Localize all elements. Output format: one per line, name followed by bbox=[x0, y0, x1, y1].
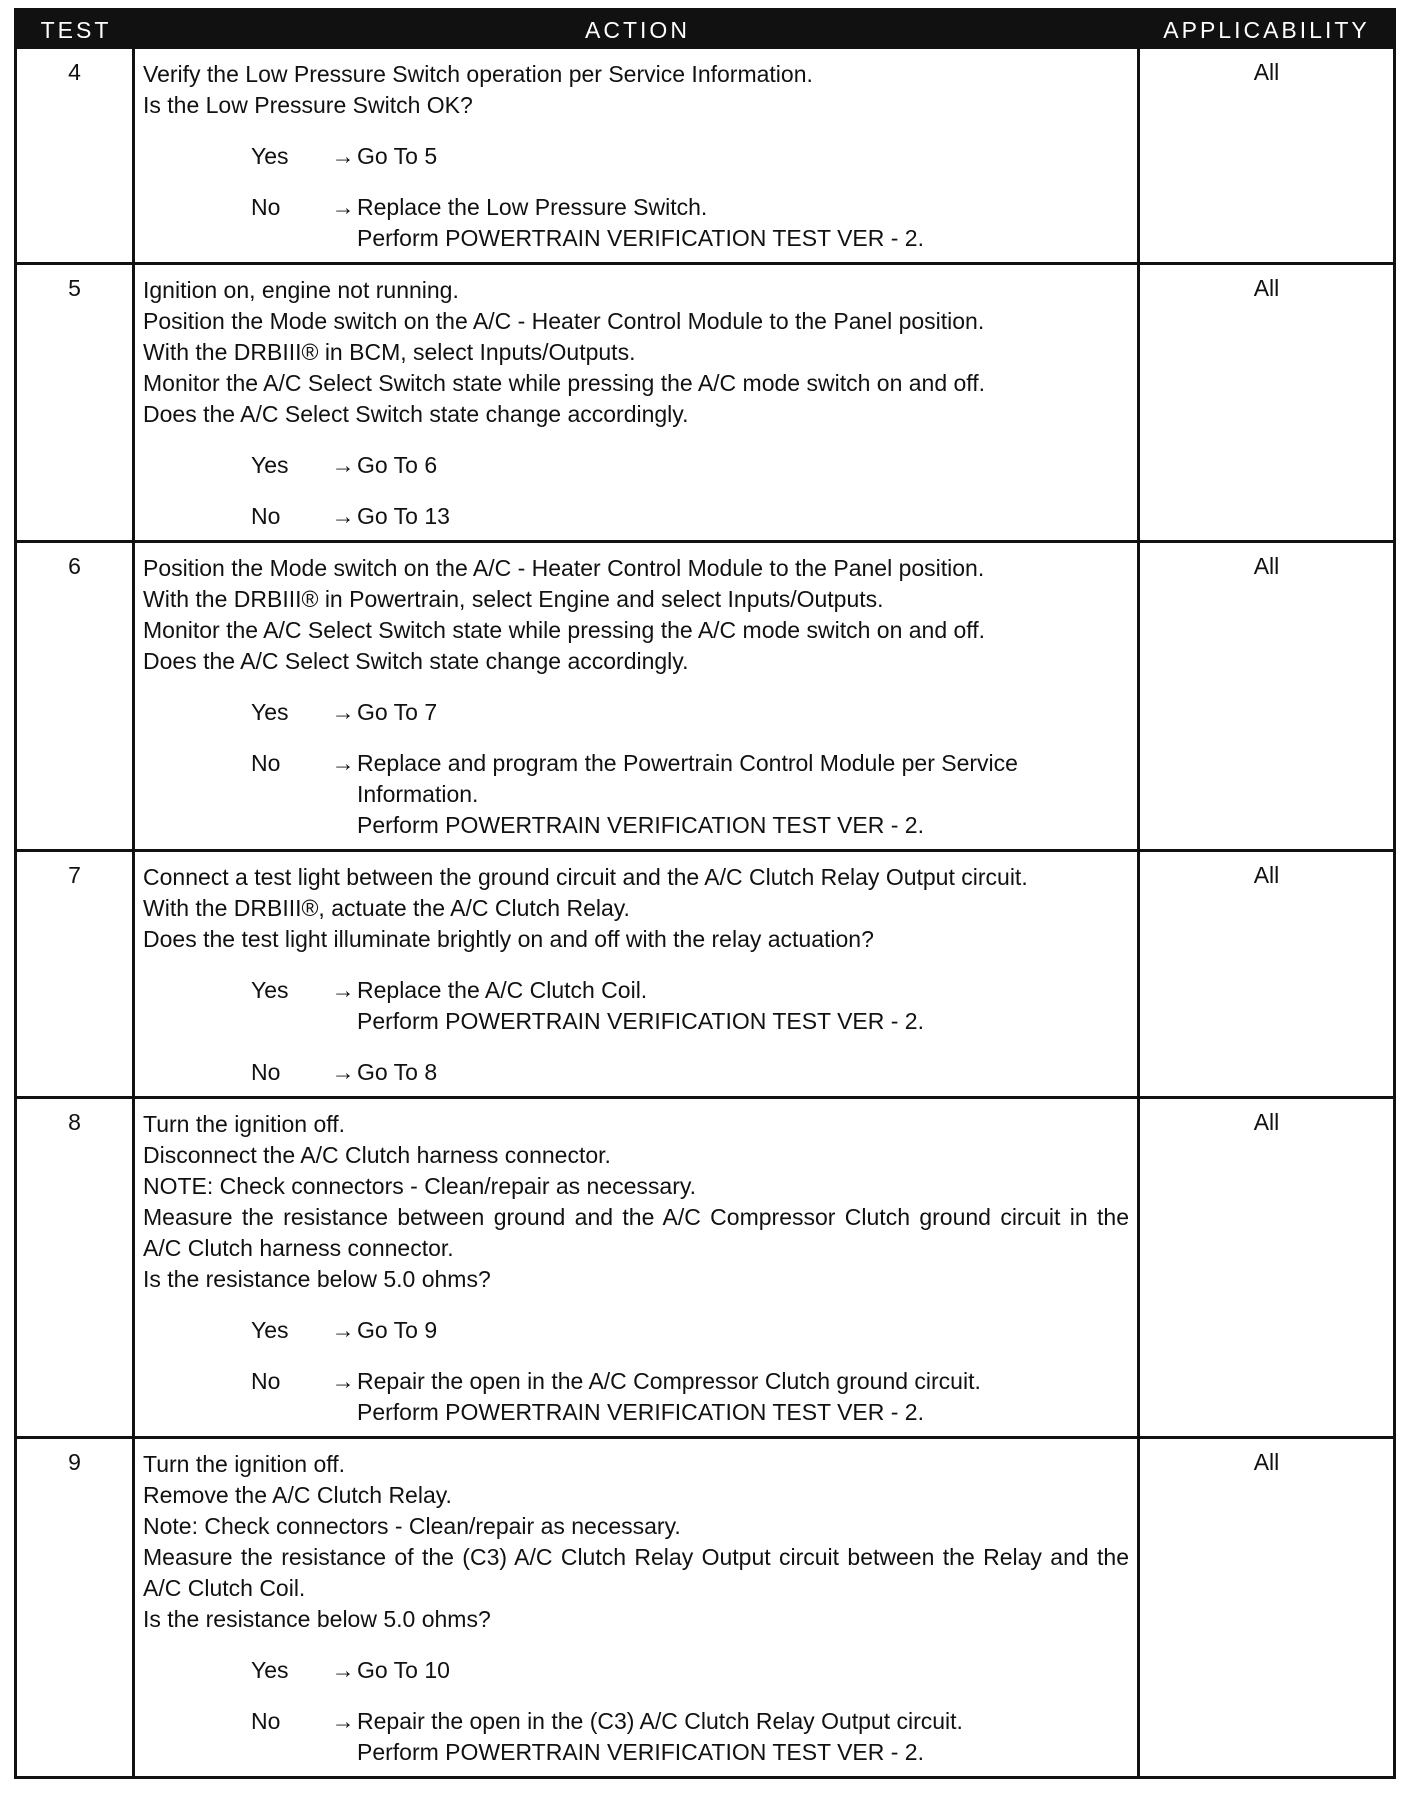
outcome-yes bbox=[143, 697, 1129, 728]
header-test: TEST bbox=[40, 16, 112, 43]
applicability: All bbox=[1253, 1449, 1280, 1475]
outcome-yes-text: Go To 7 bbox=[357, 699, 438, 725]
outcome-yes-label: Yes bbox=[251, 143, 289, 169]
action-line: Disconnect the A/C Clutch harness connector. bbox=[143, 1142, 611, 1168]
arrow-right-icon: → bbox=[331, 1368, 355, 1394]
outcome-no bbox=[143, 748, 1129, 841]
action-cell bbox=[135, 49, 1140, 262]
action-cell bbox=[135, 852, 1140, 1096]
outcome-no bbox=[143, 1706, 1129, 1768]
outcome-no-label: No bbox=[251, 503, 281, 529]
outcome-yes bbox=[143, 1655, 1129, 1686]
outcome-yes bbox=[143, 1315, 1129, 1346]
action-line: Verify the Low Pressure Switch operation per Service Information. bbox=[143, 61, 813, 87]
action-line: Connect a test light between the ground circuit and the A/C Clutch Relay Output circuit. bbox=[143, 864, 1028, 890]
action-line: Measure the resistance between ground and the A/C Compressor Clutch ground circuit in the A/C Clutch harness connector. bbox=[143, 1204, 1129, 1261]
applicability: All bbox=[1253, 275, 1280, 301]
test-number: 8 bbox=[17, 1099, 135, 1436]
action-line: Remove the A/C Clutch Relay. bbox=[143, 1482, 452, 1508]
outcome-yes-label: Yes bbox=[251, 452, 289, 478]
arrow-right-icon: → bbox=[331, 143, 355, 169]
action-cell bbox=[135, 1099, 1140, 1436]
action-line: Is the resistance below 5.0 ohms? bbox=[143, 1266, 491, 1292]
action-line: Is the Low Pressure Switch OK? bbox=[143, 92, 473, 118]
action-line: Does the A/C Select Switch state change accordingly. bbox=[143, 401, 689, 427]
outcome-no-text: Perform POWERTRAIN VERIFICATION TEST VER - 2. bbox=[357, 1739, 924, 1765]
outcome-no-label: No bbox=[251, 1059, 281, 1085]
arrow-right-icon: → bbox=[331, 194, 355, 220]
action-line: Measure the resistance of the (C3) A/C Clutch Relay Output circuit between the Relay and the A/C Clutch Coil. bbox=[143, 1544, 1129, 1601]
outcome-no-text: Go To 8 bbox=[357, 1059, 438, 1085]
table-body bbox=[17, 49, 1393, 1776]
outcome-no-text: Go To 13 bbox=[357, 503, 450, 529]
action-line: Note: Check connectors - Clean/repair as necessary. bbox=[143, 1513, 681, 1539]
outcome-no-text: Perform POWERTRAIN VERIFICATION TEST VER - 2. bbox=[357, 812, 924, 838]
action-line: Turn the ignition off. bbox=[143, 1111, 346, 1137]
action-line: Does the A/C Select Switch state change accordingly. bbox=[143, 648, 689, 674]
arrow-right-icon: → bbox=[331, 503, 355, 529]
action-line: With the DRBIII® in BCM, select Inputs/Outputs. bbox=[143, 339, 636, 365]
test-number: 6 bbox=[17, 543, 135, 849]
table-row bbox=[17, 849, 1393, 1096]
outcome-yes-text: Perform POWERTRAIN VERIFICATION TEST VER - 2. bbox=[357, 1008, 924, 1034]
action-line: With the DRBIII® in Powertrain, select Engine and select Inputs/Outputs. bbox=[143, 586, 884, 612]
arrow-right-icon: → bbox=[331, 1059, 355, 1085]
action-line: Is the resistance below 5.0 ohms? bbox=[143, 1606, 491, 1632]
table-row bbox=[17, 262, 1393, 540]
applicability: All bbox=[1253, 1109, 1280, 1135]
arrow-right-icon: → bbox=[331, 1657, 355, 1683]
outcome-yes bbox=[143, 975, 1129, 1037]
arrow-right-icon: → bbox=[331, 699, 355, 725]
outcome-yes-text: Go To 5 bbox=[357, 143, 438, 169]
outcome-no-text: Replace the Low Pressure Switch. bbox=[357, 194, 708, 220]
test-number: 7 bbox=[17, 852, 135, 1096]
action-line: NOTE: Check connectors - Clean/repair as necessary. bbox=[143, 1173, 697, 1199]
action-line: Monitor the A/C Select Switch state while pressing the A/C mode switch on and off. bbox=[143, 370, 986, 396]
action-line: Ignition on, engine not running. bbox=[143, 277, 459, 303]
header-action: ACTION bbox=[585, 16, 690, 43]
arrow-right-icon: → bbox=[331, 452, 355, 478]
action-line: Turn the ignition off. bbox=[143, 1451, 346, 1477]
action-line: Position the Mode switch on the A/C - Heater Control Module to the Panel position. bbox=[143, 555, 985, 581]
action-cell bbox=[135, 543, 1140, 849]
outcome-yes-text: Go To 10 bbox=[357, 1657, 450, 1683]
outcome-yes bbox=[143, 141, 1129, 172]
arrow-right-icon: → bbox=[331, 750, 355, 776]
outcome-yes-text: Go To 6 bbox=[357, 452, 438, 478]
table-row bbox=[17, 1436, 1393, 1776]
action-line: Position the Mode switch on the A/C - Heater Control Module to the Panel position. bbox=[143, 308, 985, 334]
action-line: Monitor the A/C Select Switch state while pressing the A/C mode switch on and off. bbox=[143, 617, 986, 643]
applicability: All bbox=[1253, 553, 1280, 579]
action-line: Does the test light illuminate brightly on and off with the relay actuation? bbox=[143, 926, 874, 952]
outcome-no-label: No bbox=[251, 1708, 281, 1734]
outcome-no bbox=[143, 192, 1129, 254]
header-applicability: APPLICABILITY bbox=[1163, 16, 1370, 43]
outcome-no-text: Repair the open in the A/C Compressor Clutch ground circuit. bbox=[357, 1368, 981, 1394]
outcome-yes-text: Replace the A/C Clutch Coil. bbox=[357, 977, 648, 1003]
outcome-no-label: No bbox=[251, 194, 281, 220]
outcome-yes-label: Yes bbox=[251, 699, 289, 725]
table-row bbox=[17, 49, 1393, 262]
outcome-no bbox=[143, 501, 1129, 532]
table-header bbox=[17, 11, 1393, 49]
applicability: All bbox=[1253, 59, 1280, 85]
outcome-yes-label: Yes bbox=[251, 1657, 289, 1683]
outcome-no bbox=[143, 1057, 1129, 1088]
outcome-no bbox=[143, 1366, 1129, 1428]
outcome-yes-label: Yes bbox=[251, 977, 289, 1003]
arrow-right-icon: → bbox=[331, 1317, 355, 1343]
outcome-no-label: No bbox=[251, 1368, 281, 1394]
diagnostic-table bbox=[14, 8, 1396, 1779]
outcome-no-label: No bbox=[251, 750, 281, 776]
outcome-no-text: Replace and program the Powertrain Control Module per Service Information. bbox=[357, 750, 1018, 807]
applicability: All bbox=[1253, 862, 1280, 888]
arrow-right-icon: → bbox=[331, 977, 355, 1003]
outcome-no-text: Perform POWERTRAIN VERIFICATION TEST VER - 2. bbox=[357, 225, 924, 251]
test-number: 5 bbox=[17, 265, 135, 540]
table-row bbox=[17, 540, 1393, 849]
arrow-right-icon: → bbox=[331, 1708, 355, 1734]
outcome-yes-text: Go To 9 bbox=[357, 1317, 438, 1343]
table-row bbox=[17, 1096, 1393, 1436]
outcome-yes-label: Yes bbox=[251, 1317, 289, 1343]
outcome-no-text: Repair the open in the (C3) A/C Clutch Relay Output circuit. bbox=[357, 1708, 963, 1734]
action-cell bbox=[135, 1439, 1140, 1776]
outcome-yes bbox=[143, 450, 1129, 481]
action-cell bbox=[135, 265, 1140, 540]
test-number: 4 bbox=[17, 49, 135, 262]
action-line: With the DRBIII®, actuate the A/C Clutch Relay. bbox=[143, 895, 630, 921]
outcome-no-text: Perform POWERTRAIN VERIFICATION TEST VER - 2. bbox=[357, 1399, 924, 1425]
test-number: 9 bbox=[17, 1439, 135, 1776]
